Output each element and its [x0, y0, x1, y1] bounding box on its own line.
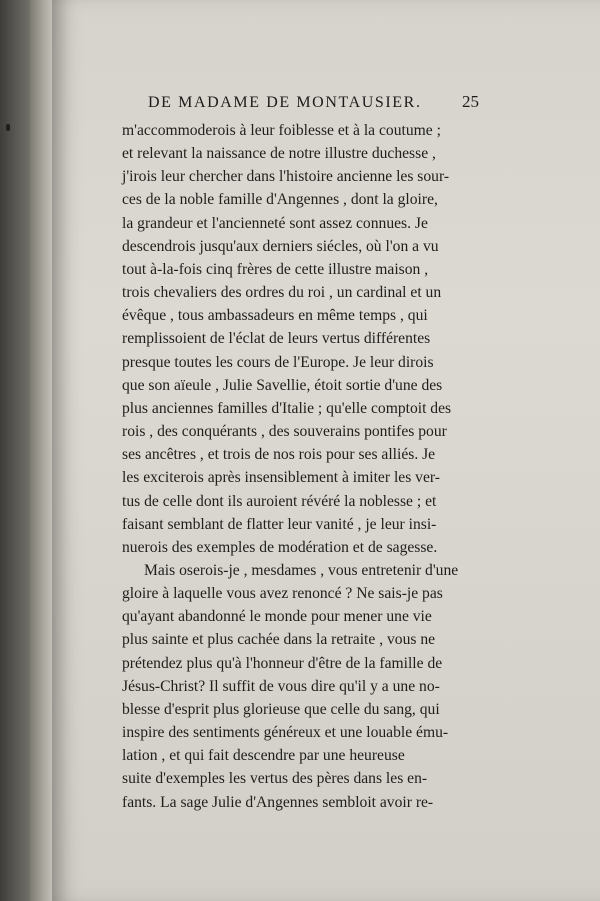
text-line: ses ancêtres , et trois de nos rois pour ses alliés. Je: [122, 446, 436, 464]
text-line: évêque , tous ambassadeurs en même temps , qui: [122, 307, 428, 325]
text-line: j'irois leur chercher dans l'histoire ancienne les sour-: [122, 168, 450, 186]
text-line: ces de la noble famille d'Angennes , dont la gloire,: [122, 191, 438, 209]
text-line: blesse d'esprit plus glorieuse que celle du sang, qui: [122, 700, 440, 718]
text-line: remplissoient de l'éclat de leurs vertus différentes: [122, 330, 431, 348]
text-line: nuerois des exemples de modération et de sagesse.: [122, 538, 438, 556]
text-line: plus anciennes familles d'Italie ; qu'elle comptoit des: [122, 399, 452, 417]
text-line: tus de celle dont ils auroient révéré la noblesse ; et: [122, 492, 437, 510]
paragraph-start-line: Mais oserois-je , mesdames , vous entretenir d'une: [144, 561, 459, 579]
text-line: descendrois jusqu'aux derniers siécles, où l'on a vu: [122, 237, 439, 255]
text-line: inspire des sentiments généreux et une louable ému-: [122, 724, 449, 742]
text-line: m'accommoderois à leur foiblesse et à la coutume ;: [122, 122, 441, 139]
text-line: Jésus-Christ? Il suffit de vous dire qu'il y a une no-: [122, 677, 440, 695]
text-line: lation , et qui fait descendre par une heureuse: [122, 747, 405, 765]
text-line: suite d'exemples les vertus des pères dans les en-: [122, 770, 428, 788]
running-head: DE MADAME DE MONTAUSIER.: [148, 94, 422, 111]
page-number: 25: [462, 92, 479, 111]
ink-spot: [6, 124, 10, 131]
text-line: presque toutes les cours de l'Europe. Je leur dirois: [122, 353, 434, 371]
text-line: rois , des conquérants , des souverains pontifes pour: [122, 423, 447, 441]
text-line: que son aïeule , Julie Savellie, étoit sortie d'une des: [122, 376, 443, 394]
text-line: et relevant la naissance de notre illustre duchesse ,: [122, 145, 436, 163]
text-line: les exciterois après insensiblement à imiter les ver-: [122, 469, 440, 487]
text-line: tout à-la-fois cinq frères de cette illustre maison ,: [122, 260, 429, 278]
text-line: plus sainte et plus cachée dans la retraite , vous ne: [122, 631, 436, 649]
text-line: prétendez plus qu'à l'honneur d'être de la famille de: [122, 654, 443, 672]
text-line: fants. La sage Julie d'Angennes sembloit avoir re-: [122, 793, 434, 811]
text-line: faisant semblant de flatter leur vanité , je leur insi-: [122, 515, 437, 533]
text-line: qu'ayant abandonné le monde pour mener une vie: [122, 608, 432, 626]
text-line: la grandeur et l'ancienneté sont assez connues. Je: [122, 214, 428, 232]
left-page-edge: [30, 0, 53, 901]
body-text: [122, 119, 498, 814]
text-line: trois chevaliers des ordres du roi , un cardinal et un: [122, 284, 442, 302]
text-line: gloire à laquelle vous avez renoncé ? Ne sais-je pas: [122, 585, 443, 603]
